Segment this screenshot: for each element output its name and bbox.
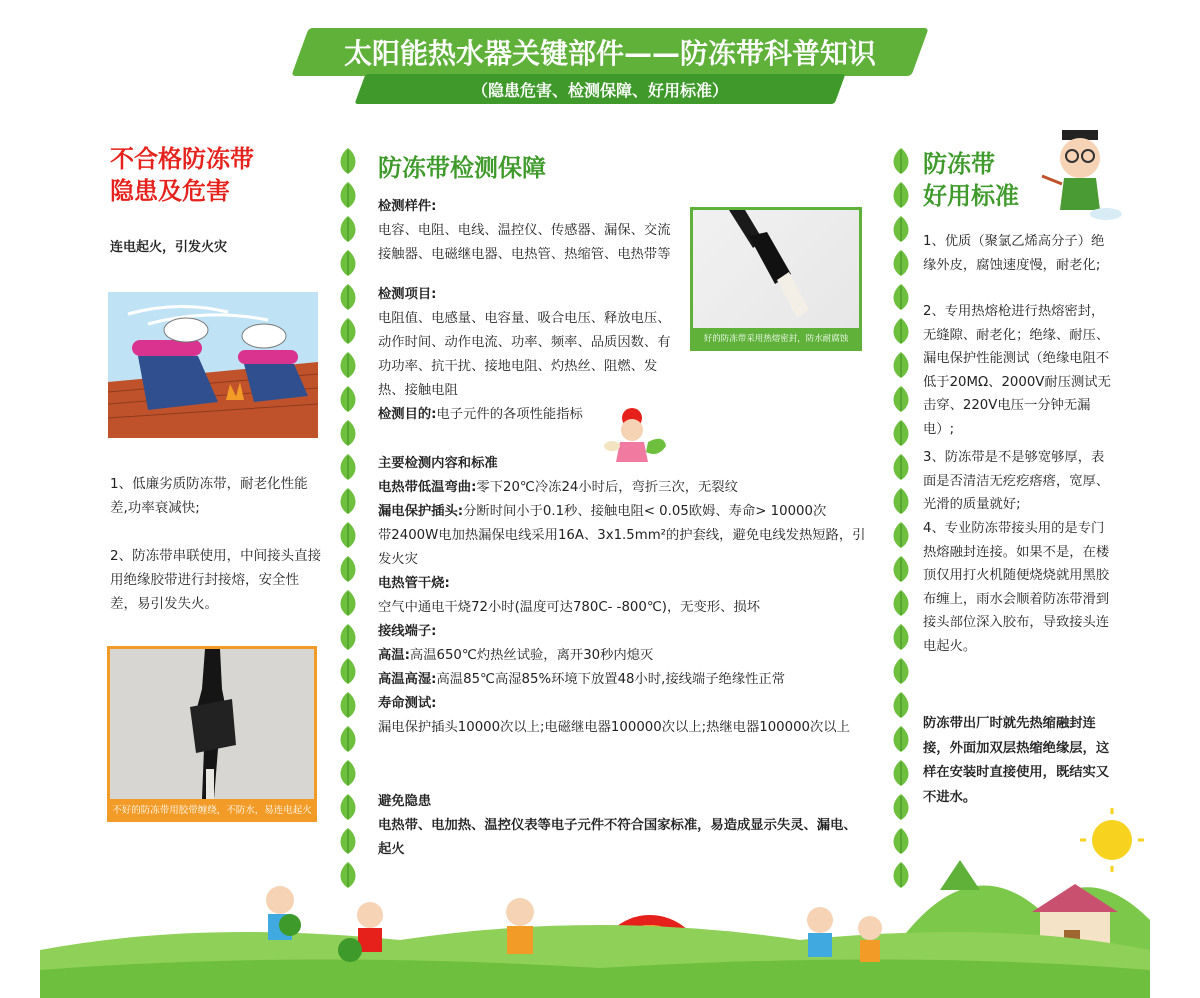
bad-cable-photo	[107, 646, 317, 822]
right-paragraph-4: 4、专业防冻带接头用的是专门热熔融封连接。如果不是，在楼顶仅用打火机随便烧烧就用黑胶布缠上，雨水会顺着防冻带滑到接头部位深入胶布，导致接头连电起火。	[923, 521, 1110, 654]
left-leaf-divider	[341, 148, 356, 888]
middle-sample-block: 检测样件: 电容、电阻、电线、温控仪、传感器、漏保、交流接触器、电磁继电器、电热管、热缩管、电热带等	[378, 199, 671, 262]
right-summary: 防冻带出厂时就先热缩融封连接，外面加双层热缩绝缘层，这样在安装时直接使用，既结实又不进水。	[923, 716, 1110, 805]
taped-cable-image	[110, 649, 314, 799]
solar-heater-illustration	[108, 292, 318, 438]
right-paragraph-1: 1、优质（聚氯乙烯高分子）绝缘外皮，腐蚀速度慢，耐老化;	[923, 234, 1105, 273]
bottom-landscape-illustration	[0, 800, 1200, 998]
page-subtitle: （隐患危害、检测保障、好用标准）	[471, 80, 728, 100]
good-cable-caption: 好的防冻带采用热熔密封，防水耐腐蚀	[693, 328, 859, 348]
middle-section-title: 防冻带检测保障	[378, 154, 546, 182]
right-leaf-divider	[894, 148, 909, 888]
middle-items-block: 检测项目: 电阻值、电感量、电容量、吸合电压、释放电压、动作时间、动作电流、功率、频率、品质因数、有功功率、抗干扰、接地电阻、灼热丝、阻燃、发热、接触电阻 检测目的:电子元件的各项性能指标	[378, 287, 671, 422]
right-section-title: 防冻带 好用标准	[923, 150, 1019, 210]
left-section-title: 不合格防冻带 隐患及危害	[110, 145, 254, 205]
good-cable-photo	[690, 207, 862, 351]
sealed-cable-image	[693, 210, 859, 328]
professor-mascot-illustration	[1036, 126, 1126, 222]
left-subheading: 连电起火，引发火灾	[110, 240, 228, 255]
right-paragraph-3: 3、防冻带是不是够宽够厚，表面是否清洁无疙疙瘩瘩，宽厚、光滑的质量就好;	[923, 450, 1110, 512]
left-paragraph-2: 2、防冻带串联使用，中间接头直接用绝缘胶带进行封接熔，安全性差，易引发失火。	[110, 548, 322, 612]
right-paragraph-2: 2、专用热熔枪进行热熔密封，无缝隙、耐老化；绝缘、耐压、漏电保护性能测试（绝缘电阻不低于20MΩ、2000V耐压测试无击穿、220V电压一分钟无漏电）;	[923, 304, 1111, 437]
page-title: 太阳能热水器关键部件——防冻带科普知识	[343, 37, 876, 70]
middle-standards-block: 主要检测内容和标准 电热带低温弯曲:零下20℃冷冻24小时后，弯折三次，无裂纹 漏电保护插头:分断时间小于0.1秒、接触电阻< 0.05欧姆、寿命> 10000次 带2400W电加热漏保电线采用16A、3x1.5mm²的护套线，避免电线发热短路，引发火灾 电热管干烧: 空气中通电干烧72小时(温度可达780C- -800℃)，无变形、损坏 接线端子: 高温:高温650℃灼热丝试验，离开30秒内熄灭 高温高湿:高温85℃高湿85%环境下放置48小时,接线端子绝缘性正常 寿命测试: 漏电保护插头10000次以上;电磁继电器100000次以上;热继电器100000次以上	[378, 456, 866, 735]
bad-cable-caption: 不好的防冻带用胶带缠绕，不防水，易连电起火	[110, 799, 314, 819]
left-paragraph-1: 1、低廉劣质防冻带，耐老化性能差,功率衰减快;	[110, 476, 308, 516]
middle-avoid-block: 避免隐患 电热带、电加热、温控仪表等电子元件不符合国家标准，易造成显示失灵、漏电、起火	[378, 794, 857, 857]
